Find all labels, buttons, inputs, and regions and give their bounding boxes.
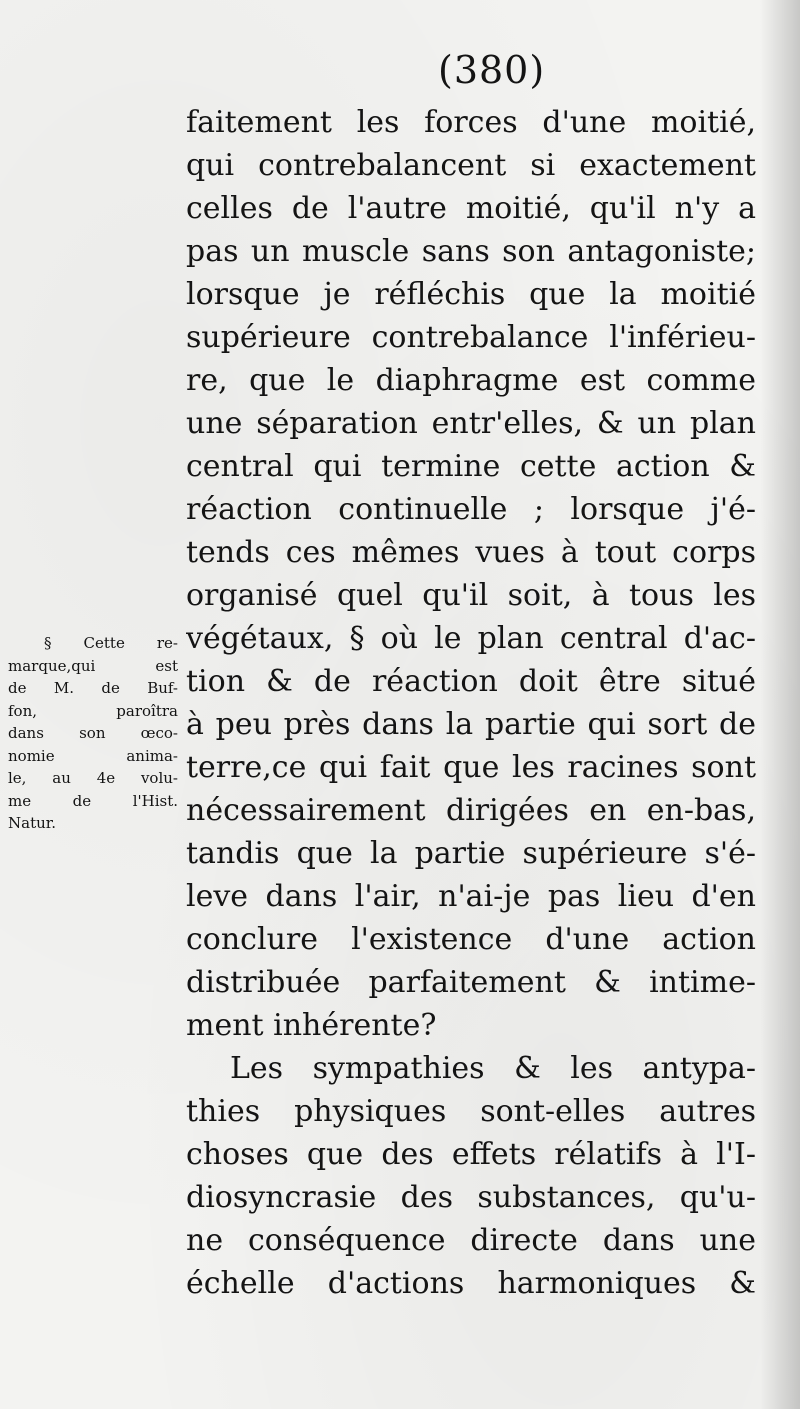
paragraph-first-line: Les sympathies & les antypa-	[230, 1051, 756, 1086]
text-line: central qui termine cette action &	[186, 449, 756, 484]
text-line: celles de l'autre moitié, qu'il n'y a	[186, 191, 756, 226]
text-line: qui contrebalancent si exactement	[186, 148, 756, 183]
marginal-note-line: dans son œco-	[8, 724, 178, 742]
text-line: leve dans l'air, n'ai-je pas lieu d'en	[186, 879, 756, 914]
page-number: (380)	[438, 48, 546, 92]
text-line: thies physiques sont-elles autres	[186, 1094, 756, 1129]
marginal-note-line: fon, paroîtra	[8, 701, 178, 720]
text-line: lorsque je réfléchis que la moitié	[186, 277, 756, 312]
page-edge-shadow	[760, 0, 800, 1409]
text-line: réaction continuelle ; lorsque j'é-	[186, 492, 756, 527]
text-line: ne conséquence directe dans une	[186, 1223, 756, 1258]
marginal-note-line: de M. de Buf-	[8, 679, 178, 697]
text-line: pas un muscle sans son antagoniste;	[186, 234, 756, 269]
body-text	[186, 101, 756, 1305]
text-line: tion & de réaction doit être situé	[186, 664, 756, 699]
marginal-note-line: marque,qui est	[8, 656, 178, 675]
marginal-note-line: nomie anima-	[8, 746, 178, 765]
marginal-note	[8, 632, 178, 835]
text-line: organisé quel qu'il soit, à tous les	[186, 578, 756, 613]
text-line: faitement les forces d'une moitié,	[186, 105, 756, 140]
marginal-note-line: § Cette re-	[44, 634, 178, 652]
text-line: distribuée parfaitement & intime-	[186, 965, 756, 1000]
text-line: échelle d'actions harmoniques &	[186, 1266, 756, 1301]
text-line: tandis que la partie supérieure s'é-	[186, 836, 756, 871]
marginal-note-line: le, au 4e volu-	[8, 769, 178, 787]
text-line: re, que le diaphragme est comme	[186, 363, 756, 398]
text-line: supérieure contrebalance l'inférieu-	[186, 320, 756, 355]
text-line: une séparation entr'elles, & un plan	[186, 406, 756, 441]
text-line: nécessairement dirigées en en-bas,	[186, 793, 756, 828]
text-line: ment inhérente?	[186, 1008, 437, 1043]
marginal-note-line: Natur.	[8, 814, 57, 832]
text-line: à peu près dans la partie qui sort de	[186, 707, 756, 742]
text-line: choses que des effets rélatifs à l'I-	[186, 1137, 756, 1172]
text-line: conclure l'existence d'une action	[186, 922, 756, 957]
text-line: terre,ce qui fait que les racines sont	[186, 750, 756, 785]
text-line: végétaux, § où le plan central d'ac-	[186, 621, 756, 656]
text-line: tends ces mêmes vues à tout corps	[186, 535, 756, 570]
text-line: diosyncrasie des substances, qu'u-	[186, 1180, 756, 1215]
marginal-note-line: me de l'Hist.	[8, 791, 178, 810]
